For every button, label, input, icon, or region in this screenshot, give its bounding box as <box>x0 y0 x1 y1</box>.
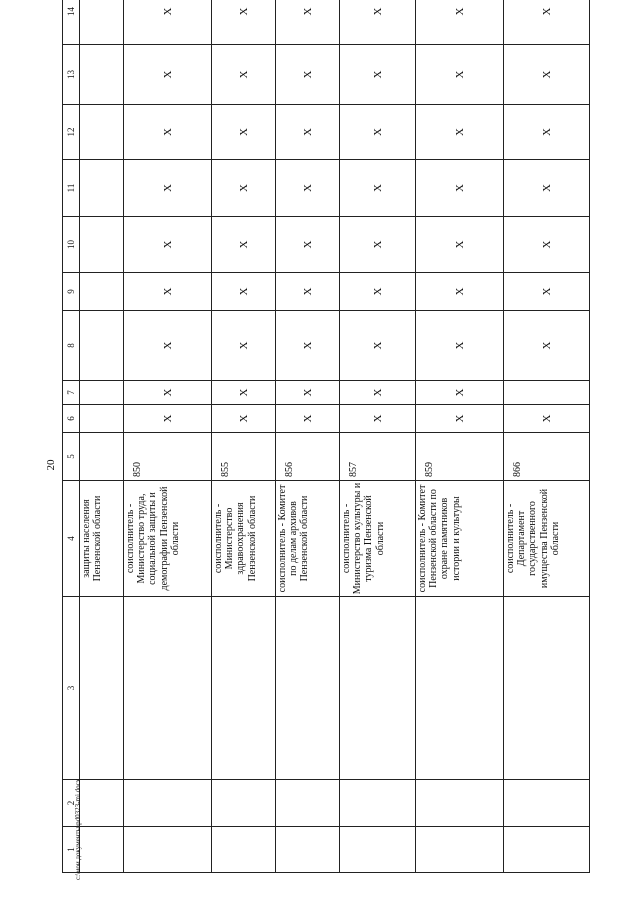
table-cell <box>504 827 590 873</box>
table-row <box>124 0 212 873</box>
column-header: 1 <box>63 827 80 873</box>
table-cell <box>340 780 416 827</box>
table-cell <box>416 780 504 827</box>
table-cell: соисполнитель - Министерство труда, социальной защиты и демографии Пензенской области <box>124 481 212 597</box>
table-cell: X <box>276 217 340 273</box>
table-cell: соисполнитель - Департамент государственного имущества Пензенской области <box>504 481 590 597</box>
table-cell: X <box>212 160 276 217</box>
table-cell <box>504 597 590 780</box>
table-cell: X <box>124 45 212 105</box>
table-cell: X <box>416 0 504 45</box>
table-cell: X <box>504 405 590 433</box>
table-cell: X <box>212 311 276 381</box>
table-row <box>504 0 590 873</box>
table-cell: X <box>124 273 212 311</box>
table-cell: X <box>124 405 212 433</box>
table-cell: X <box>124 311 212 381</box>
table-cell: X <box>276 273 340 311</box>
table-cell: X <box>276 0 340 45</box>
column-header: 9 <box>63 273 80 311</box>
table-cell: X <box>124 0 212 45</box>
table-cell: соисполнитель - Министерство здравоохранения Пензенской области <box>212 481 276 597</box>
table-cell: соисполнитель - Комитет по делам архивов Пензенской области <box>276 481 340 597</box>
table-cell: X <box>504 105 590 160</box>
table-cell <box>416 597 504 780</box>
table-row <box>416 0 504 873</box>
table-cell: X <box>276 45 340 105</box>
table-row <box>212 0 276 873</box>
table-cell: X <box>340 160 416 217</box>
table-cell <box>80 381 124 405</box>
table-cell <box>340 827 416 873</box>
table-cell <box>276 780 340 827</box>
table-cell: X <box>504 311 590 381</box>
table-cell: X <box>340 311 416 381</box>
table-cell <box>340 597 416 780</box>
table-cell <box>124 597 212 780</box>
column-header: 3 <box>63 597 80 780</box>
column-header: 6 <box>63 405 80 433</box>
table-cell: X <box>416 273 504 311</box>
page-number: 20 <box>45 459 57 471</box>
table-cell <box>80 105 124 160</box>
table-cell: 866 <box>504 433 590 481</box>
table-cell: X <box>416 381 504 405</box>
table-cell: защиты населения Пензенской области <box>80 481 124 597</box>
table-cell: X <box>212 273 276 311</box>
table-cell: 855 <box>212 433 276 481</box>
table-cell: X <box>416 405 504 433</box>
column-header: 11 <box>63 160 80 217</box>
table-cell <box>212 597 276 780</box>
table-cell <box>124 827 212 873</box>
table-cell: X <box>504 160 590 217</box>
table-cell: X <box>340 217 416 273</box>
table-cell <box>80 273 124 311</box>
budget-table <box>62 7 586 873</box>
table-cell: X <box>276 105 340 160</box>
table-cell <box>80 597 124 780</box>
table-cell: 859 <box>416 433 504 481</box>
table-cell: X <box>340 0 416 45</box>
table-row <box>80 0 124 873</box>
column-header: 12 <box>63 105 80 160</box>
table-cell: X <box>416 217 504 273</box>
footer-file-path: c:\мои документы\pd0323-mi.docx <box>74 778 82 880</box>
table-cell: 856 <box>276 433 340 481</box>
table-cell: X <box>416 311 504 381</box>
column-header: 2 <box>63 780 80 827</box>
column-header: 8 <box>63 311 80 381</box>
table-cell <box>80 45 124 105</box>
table-cell: X <box>212 381 276 405</box>
table-cell: X <box>212 217 276 273</box>
table-cell <box>80 0 124 45</box>
table-cell: X <box>416 45 504 105</box>
table-cell <box>124 780 212 827</box>
table-row <box>276 0 340 873</box>
table-cell <box>212 827 276 873</box>
column-header: 10 <box>63 217 80 273</box>
table-cell <box>80 217 124 273</box>
table-row <box>340 0 416 873</box>
table-cell <box>80 405 124 433</box>
column-header: 14 <box>63 0 80 45</box>
table-cell: X <box>212 0 276 45</box>
table-cell: X <box>504 217 590 273</box>
table-cell: X <box>504 45 590 105</box>
table-cell <box>416 827 504 873</box>
table-cell <box>80 160 124 217</box>
table-cell: X <box>212 45 276 105</box>
table-cell: X <box>340 105 416 160</box>
table-cell <box>80 780 124 827</box>
table-cell: X <box>340 273 416 311</box>
column-header: 4 <box>63 481 80 597</box>
table-cell: X <box>124 105 212 160</box>
table-cell: X <box>212 405 276 433</box>
table-cell: 850 <box>124 433 212 481</box>
table-cell: X <box>340 405 416 433</box>
table-cell <box>504 381 590 405</box>
table-cell <box>276 827 340 873</box>
table-cell: X <box>276 160 340 217</box>
column-header: 13 <box>63 45 80 105</box>
table-cell: X <box>340 45 416 105</box>
table-cell <box>212 780 276 827</box>
table-cell: 857 <box>340 433 416 481</box>
column-header: 5 <box>63 433 80 481</box>
table-cell: соисполнитель - Комитет Пензенской области по охране памятников истории и культуры <box>416 481 504 597</box>
table-cell <box>80 433 124 481</box>
table-cell <box>80 311 124 381</box>
table-cell: X <box>276 381 340 405</box>
table-cell: соисполнитель - Министерство культуры и туризма Пензенской области <box>340 481 416 597</box>
table-cell: X <box>276 311 340 381</box>
table-cell: X <box>504 273 590 311</box>
column-header: 7 <box>63 381 80 405</box>
table-cell: X <box>340 381 416 405</box>
table-cell: X <box>124 217 212 273</box>
table-cell <box>80 827 124 873</box>
table-cell: X <box>124 160 212 217</box>
table-cell <box>504 780 590 827</box>
table-cell <box>276 597 340 780</box>
table-cell: X <box>124 381 212 405</box>
table-cell: X <box>416 160 504 217</box>
table-cell: X <box>276 405 340 433</box>
table-cell: X <box>504 0 590 45</box>
table-cell: X <box>212 105 276 160</box>
table-cell: X <box>416 105 504 160</box>
